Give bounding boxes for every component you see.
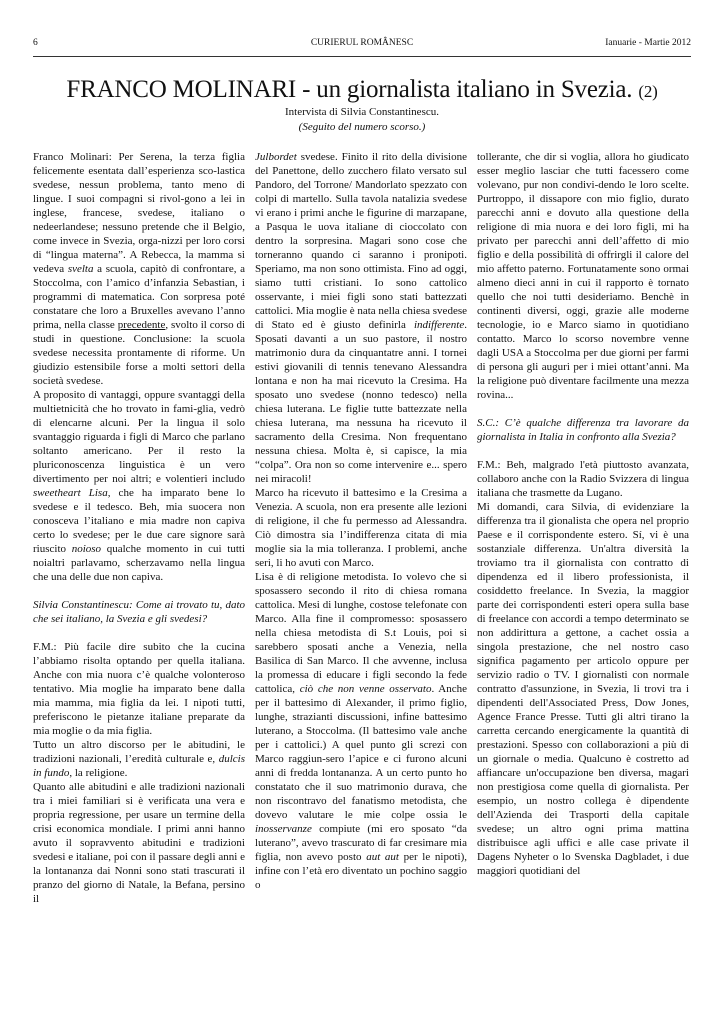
page-number: 6 [33,38,38,48]
publication-name: CURIERUL ROMÂNESC [310,38,414,48]
paragraph: Tutto un altro discorso per le abitudini, le tradizioni nazionali, l’eredità culturale e, dulcis in fundo, la religione. [33,739,245,779]
text-column-3 [477,150,689,878]
article-title-text: FRANCO MOLINARI - un giornalista italiano in Svezia. [66,76,633,103]
interview-question: S.C.: C’è qualche differenza tra lavorare da giornalista in Italia in confronto alla Svezia? [477,417,689,443]
interview-answer: F.M.: Beh, malgrado l'età piuttosto avanzata, collaboro anche con la Radio Svizzera di lingua italiana che trasmette da Lugano. [477,459,689,499]
interview-answer: F.M.: Più facile dire subito che la cucina l’abbiamo risolta optando per quella italiana. Anche con mia nuora c’è qualche volonteroso tentativo. Mia moglie ha imparato bene dalla mia mamma, mia figlia da lei. I nipoti tutti, preferiscono le pietanze italiane preparate da mia moglie o da mia figlia. [33,641,245,737]
text-column-2 [255,150,467,892]
text-column-1 [33,150,245,906]
paragraph: Lisa è di religione metodista. Io volevo che si sposassero secondo il rito di chiesa romana cattolica. Mesi di lunghe, costose telefonate con Marco. Alla fine il compromesso: sposassero nella chiesa metodista di S.t Louis, poi si sarebbero sposati anche a Venezia, nella Basilica di San Marco. Il che avvenne, inclusa la promessa di educare i figli secondo la fede cattolica, ciò che non venne osservato. Anche per il battesimo di Alexander, il primo figlio, lunghe, strazianti discussioni, infine battesimo luterano, a Stoccolma. (Il battesimo vale anche per i cattolici.) A quel punto gli screzi con Marco raggiun-sero l’apice e ci furono alcuni anni di fredda lontananza. A un certo punto ho constatato che il suo matrimonio durava, che non riscontravo del fanatismo metodista, che dovevo valutare le mie colpe ossia le inosservanze compiute (mi ero sposato “da luterano”, avevo trascurato di far cresimare mia figlia, non avevo posto aut aut per le nipoti), infine con l’età ero diventato un pochino saggio o [255,571,468,891]
paragraph: Quanto alle abitudini e alle tradizioni nazionali tra i miei familiari si è verificata una vera e propria regressione, per usare un termine della crisi economica mondiale. I primi anni hanno avuto il sopravvento abitudini e tradizioni svedesi e italiane, poi con il passare degli anni e la lontananza dai Nonni sono stati trascurati il pranzo del giorno di Natale, la Befana, persino il [33,781,245,905]
paragraph: Franco Molinari: Per Serena, la terza figlia felicemente esentata dall’esperienza sco-lastica svedese, nessun problema, tanto meno di lingue. I suoi compagni si rivol-gono a lei in inglese, francese, svedese, italiano o nedeerlandese; nessuno pretende che il Belgio, come invece in Svezia, orga-nizzi per loro corsi di “lingua materna”. A Rebecca, la mamma si vedeva svelta a scuola, capitò di confrontare, a Stoccolma, con l’amico d’infanzia Sebastian, i programmi di matematica. Con sorpresa poté constatare che loro a Bruxelles avevano l’anno prima, nella classe precedente, svolto il corso di studi in questione. Conclusione: la scuola svedese necessita prontamente di riforme. Un giudizio estensibile forse a molti settori della società svedese. [33,151,245,387]
paragraph: tollerante, che dir si voglia, allora ho giudicato esser meglio lasciar che tutti facessero come volevano, pur non condivi-dendo le loro scelte. Purtroppo, il dissapore con mio figlio, durato parecchi anni e dovuto alla questione della religione di mia nuora e dei loro figli, mi ha privato per parecchi anni dell’affetto di mio figlio e della possibilità di offrirgli il calore del mio affetto paterno. Fortunatamente sono ormai almeno dieci anni in cui il rapporto è tornato quello che noi tutti desideriamo. Benchè in continenti diversi, oggi, grazie alle moderne tecnologie, io e Marco siamo in quotidiano contatto. Marco lo scorso novembre venne dagli USA a Stoccolma per due giorni per farmi di persona gli auguri per i miei ottant’anni. Ma la religione può diventare facilmente una mezza rovina... [477,151,689,401]
article-title [20,76,704,104]
paragraph: A proposito di vantaggi, oppure svantaggi della multietnicità che ho trovato in fami-glia, vedrò di elencarne alcuni. Per la lingua il solo svantaggio riguarda i figli di Marco che parlano soltanto americano. Per il resto la pluriconoscenza linguistica è un vero divertimento per noi altri; e volentieri includo sweetheart Lisa, che ha imparato bene lo svedese e il tedesco. Beh, mia suocera non conosceva l’italiano e mia madre non capiva certo lo svedese; per le due care signore sarà riuscito noioso qualche momento in cui tutti noialtri parlavamo, scherzavamo nella lingua che una delle due non capiva. [33,389,245,583]
paragraph: Julbordet svedese. Finito il rito della divisione del Panettone, dello zucchero filato versato sul Pandoro, del Torrone/ Mandorlato spezzato con colpi di martello. Sulla tavola natalizia svedese vi erano i primi anche le figurine di marzapane, a Pasqua le uova italiane di cioccolato con dentro la sorpresina. Magari sono cose che torneranno quando ci saranno i pronipoti. Speriamo, ma non sono ottimista. Fino ad oggi, siamo tutti cristiani. Io sono cattolico osservante, i miei figli sono stati battezzati cattolici. Mia moglie è nata nella chiesa svedese di Stato ed è giusto definirla indifferente. Sposati davanti a un suo pastore, il nostro matrimonio dura da cinquantatre anni. I tornei estivi giovanili di tennis tenevano Alessandra lontana e non ha mai ricevuto la Cresima. Ha sposato uno svedese (nonno tedesco) nella chiesa luterana. Le figlie tutte battezzate nella chiesa luterana, ma nessuna ha ricevuto il sacramento della Cresima. Non frequentano nessuna chiesa. Molta è, si capisce, la mia “colpa”. Ora non so come intervenire e... spero nei miracoli! [255,151,467,485]
paragraph: Mi domandi, cara Silvia, di evidenziare la differenza tra il gionalista che opera nel proprio Paese e il corrispondente estero. Sí, vi è una sostanziale differenza. Un'altra diversità la troviamo tra il giornalista con contratto di dipendenza ed il libero professionista, il cosiddetto freelance. In Svezia, la maggior parte dei corrispondenti esteri opera sulla base di freelance con accordi a tempo determinato se non addirittura a gettone, a cachet ossia a singola prestazione, che nel nostro caso significa pagamento per articolo oppure per servizio radio o TV. I giornalisti con normale contratto d'assunzione, in Svezia, li trovi tra i dipendenti dell'Associated Press, Dow Jones, Agence France Presse. Tutti gli altri tirano la carretta cercando energicamente la quantità di prestazioni. Spesso con collaborazioni a più di un giornale o media. Qualcuno è costretto ad affiancare un'occupazione ben diversa, magari non prestigiosa come quella di giornalista. Per esempio, un nostro collega è dipendente dell'Azienda dei Trasporti della capitale svedese; un altro ogni prima mattina distribuisce agli uffici e alle case private il Dagens Nyheter o lo Svenska Dagbladet, i due maggiori quotidiani del [477,501,689,877]
article-byline: Intervista di Silvia Constantinescu. [285,106,439,118]
continuation-note: (Seguito del numero scorso.) [298,121,426,133]
article-part-number: (2) [638,82,658,101]
issue-date: Ianuarie - Martie 2012 [605,38,691,48]
header-divider [33,56,691,57]
paragraph: Marco ha ricevuto il battesimo e la Cresima a Venezia. A scuola, non era presente alle lezioni di religione, il che fu permesso ad Alessandra. Ciò dimostra sia l’indifferenza citata di mia moglie sia la mia tolleranza. I problemi, anche seri, li ho avuti con Marco. [255,487,467,569]
page-header [33,38,691,52]
interview-question: Silvia Constantinescu: Come ai trovato tu, dato che sei italiano, la Svezia e gli svedesi? [33,599,245,625]
